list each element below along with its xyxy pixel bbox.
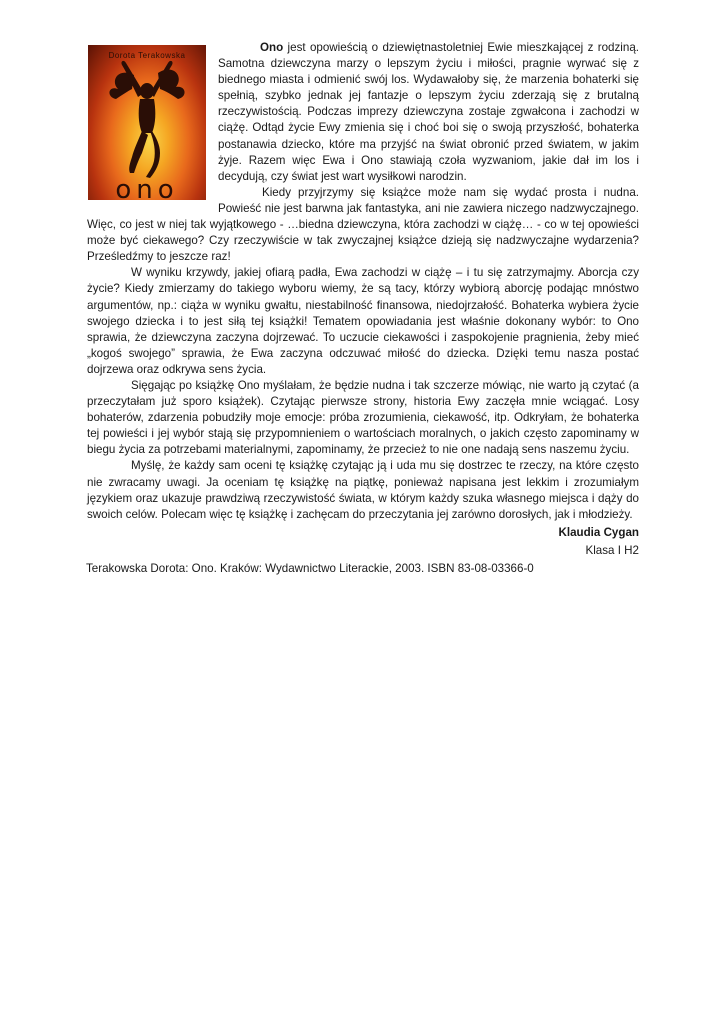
cover-author-text: Dorota Terakowska bbox=[108, 51, 186, 60]
review-author-class: Klasa I H2 bbox=[585, 543, 639, 557]
review-paragraph-2: Kiedy przyjrzymy się książce może nam się wydać prosta i nudna. Powieść nie jest barwna jak fantastyka, ani nie zawiera niczego nadzwyczajnego. Więc, co jest w niej tak wyjątkowego - …biedna dziewczyna, która zachodzi w ciążę… - co w tej opowieści może być ciekawego? Czy rzeczywiście w tak zwyczajnej książce dzieją się nadzwyczajne wydarzenia? Prześledźmy to jeszcze raz! bbox=[87, 185, 639, 264]
bibliography-entry: Terakowska Dorota: Ono. Kraków: Wydawnictwo Literackie, 2003. ISBN 83-08-03366-0 bbox=[86, 562, 534, 575]
review-paragraph-5: Myślę, że każdy sam oceni tę książkę czytając ją i uda mu się dostrzec te rzeczy, na które często nie zwracamy uwagi. Ja oceniam tę książkę na piątkę, ponieważ napisana jest lekkim i zrozumiałym językiem oraz ukazuje prawdziwą rzeczywistość świata, w którym każdy szuka własnego miejsca i dąży do swoich celów. Polecam więc tę książkę i zachęcam do przeczytania jej zarówno dorosłych, jak i młodzieży. bbox=[87, 459, 639, 521]
review-author: Klaudia Cygan bbox=[558, 525, 639, 539]
review-paragraph-4: Sięgając po książkę Ono myślałam, że będzie nudna i tak szczerze mówiąc, nie warto ją czytać (a przeczytałam już sporo książek). Czytając pierwsze strony, historia Ewy zaczęła mnie wciągać. Losy bohaterów, zdarzenia pobudziły moje emocje: próba zrozumienia, ciekawość, itp. Odkryłam, że bohaterka tej powieści i jej wybór stają się przypomnieniem o wartościach moralnych, o jakich często zapominamy w biegu życia za potrzebami materialnymi, zapominamy, że przecież to nie one nadają sens naszemu życiu. bbox=[87, 378, 639, 457]
book-title-bold: Ono bbox=[260, 41, 284, 54]
cover-title-text: ono bbox=[115, 174, 179, 200]
document-page bbox=[87, 40, 639, 577]
book-cover-image bbox=[88, 45, 206, 200]
review-paragraph-1-text: jest opowieścią o dziewiętnastoletniej Ewie mieszkającej z rodziną. Samotna dziewczyna marzy o lepszym życiu i miłości, pragnie wyrwać się z biednego miasta i odmienić swój los. Wydawałoby się, że marzenia bohaterki się spełnią, szybko jednak jej fantazje o lepszym życiu zderzają się z brutalną rzeczywistością. Podczas imprezy dziewczyna zostaje zgwałcona i zachodzi w ciążę. Odtąd życie Ewy zmienia się i choć boi się o swoją przyszłość, bohaterka postanawia dziecko, które ma przyjść na świat obronić przed światem, w jakim żyje. Razem więc Ewa i Ono stawiają czoła wyzwaniom, jakie dał im los i decydują, czy świat jest wart wysiłkowi narodzin. bbox=[218, 41, 639, 183]
review-paragraph-3: W wyniku krzywdy, jakiej ofiarą padła, Ewa zachodzi w ciążę – i tu się zatrzymajmy. Aborcja czy życie? Kiedy zmierzamy do takiego wyboru wiemy, że są tacy, którzy wybiorą aborcję podając mnóstwo argumentów, np.: ciąża w wyniku gwałtu, niestabilność finansowa, niedojrzałość. Bohaterka wybiera życie swojego dziecka i to jest siłą tej książki! Tematem opowiadania jest właśnie dokonany wybór: to Ono sprawia, że dziewczyna zaczyna dojrzewać. To uczucie ciekawości i zaspokojenie pragnienia, żeby mieć „kogoś swojego” sprawia, że Ewa zaczyna odczuwać miłość do dziecka. Dzięki temu nasza postać dojrzewa oraz odkrywa sens życia. bbox=[87, 266, 639, 376]
